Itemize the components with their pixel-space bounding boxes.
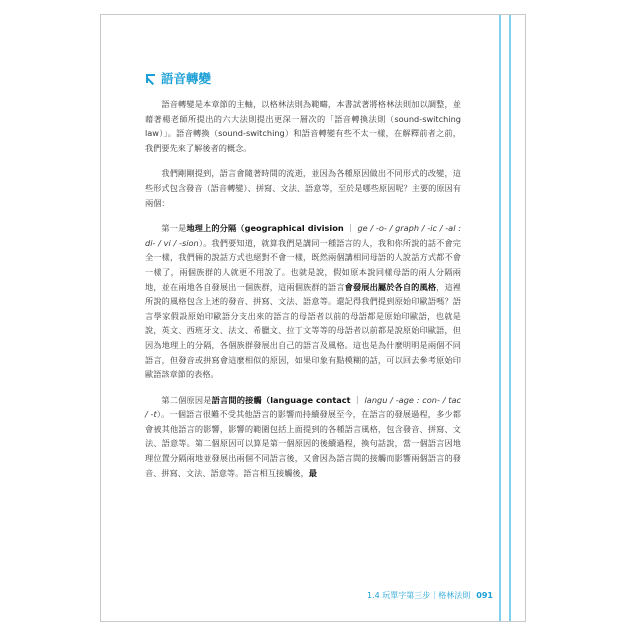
p4-lead: 第二個原因是 (161, 394, 212, 405)
p4-morphemes: langu / -age : con- / tac / -t (145, 394, 461, 420)
paragraph-language-contact (145, 393, 461, 481)
p3-term-english: （geographical division (236, 223, 344, 234)
p4-term-english: （language contact (261, 394, 351, 405)
p4-body-1: 。一個語言很難不受其他語言的影響而持續發展至今，在語言的發展過程，多少都會被其他語言的影響，影響的範圍包括上面提到的各種語言風格，包含發音、拼寫、文法、語意等。第二個原因可以算是第一個原因的後續過程，換句話說，當一個語言因地理位置分隔兩地並發展出兩個不同語言後，又會因為語言間的接觸而影響兩個語言的發音、拼寫、文法、語意等。語言相互接觸後， (145, 409, 461, 478)
p3-body-2: ，這裡所說的風格包含上述的發音、拼寫、文法、語意等。還記得我們提到原始印歐語嗎？語言學家假設原始印歐語分支出來的語言的母語者以前的母語都是原始印歐語，也就是說，英文、西班牙文、法文、希臘文、拉丁文等等的母語者以前都是說原始印歐語，但因為地理上的分隔，各個族群發展出自己的語言及風格。這也是為什麼明明是兩個不同語言，但發音或拼寫會這麼相似的原因，如果印象有點模糊的話，可以回去參考原始印歐語該章節的表格。 (145, 281, 461, 380)
decorative-rule-inner (499, 15, 501, 621)
p4-term: 語言間的接觸 (211, 394, 262, 405)
footer-chapter: 1.4 玩單字第三步｜格林法則 (367, 591, 471, 600)
p3-lead: 第一是 (161, 223, 187, 234)
arrow-up-left-icon (145, 73, 156, 84)
p3-close: ） (198, 237, 204, 248)
p3-morphemes: ge / -o- / graph / -ic / -al : di- / vi / -sion (145, 223, 461, 248)
p3-emphasis: 會發展出屬於各自的風格 (344, 281, 437, 292)
p4-separator: ｜ (350, 394, 365, 405)
p3-body-1: 。我們要知道，就算我們是講同一種語言的人，我和你所說的話不會完全一樣，我們倆的說話方式也絕對不會一樣，既然兩個講相同母語的人說話方式都不會一樣了，兩個族群的人就更不用說了。也就是說，假如原本說同樣母語的兩人分隔兩地，並在兩地各自發展出一個族群，這兩個族群的語言 (145, 237, 461, 292)
page-footer (367, 590, 493, 601)
p3-term: 地理上的分隔 (186, 223, 237, 234)
paragraph-intro: 語音轉變是本章節的主軸，以格林法則為範疇，本書試著將格林法則加以調整，並藉著楊老師所提出的六大法則提出更深一層次的「語音轉換法則（sound-switching law）」。語音轉換（sound-switching）和語音轉變有些不太一樣，在解釋前者之前，我們要先來了解後者的概念。 (145, 99, 461, 153)
p4-close: ） (156, 409, 162, 420)
book-page (100, 14, 526, 622)
section-heading (145, 69, 461, 87)
p3-separator: ｜ (343, 223, 358, 234)
page-content (145, 69, 461, 491)
p4-emphasis: 最 (308, 467, 317, 478)
paragraph-causes: 我們剛剛提到，語言會隨著時間的流逝，並因為各種原因做出不同形式的改變，這些形式包含發音（語音轉變）、拼寫、文法、語意等，至於是哪些原因呢？主要的原因有兩個： (145, 168, 461, 208)
decorative-rule-outer (509, 15, 511, 621)
page-number: 091 (476, 591, 493, 600)
paragraph-geographical-division (145, 221, 461, 382)
section-title: 語音轉變 (161, 71, 212, 86)
